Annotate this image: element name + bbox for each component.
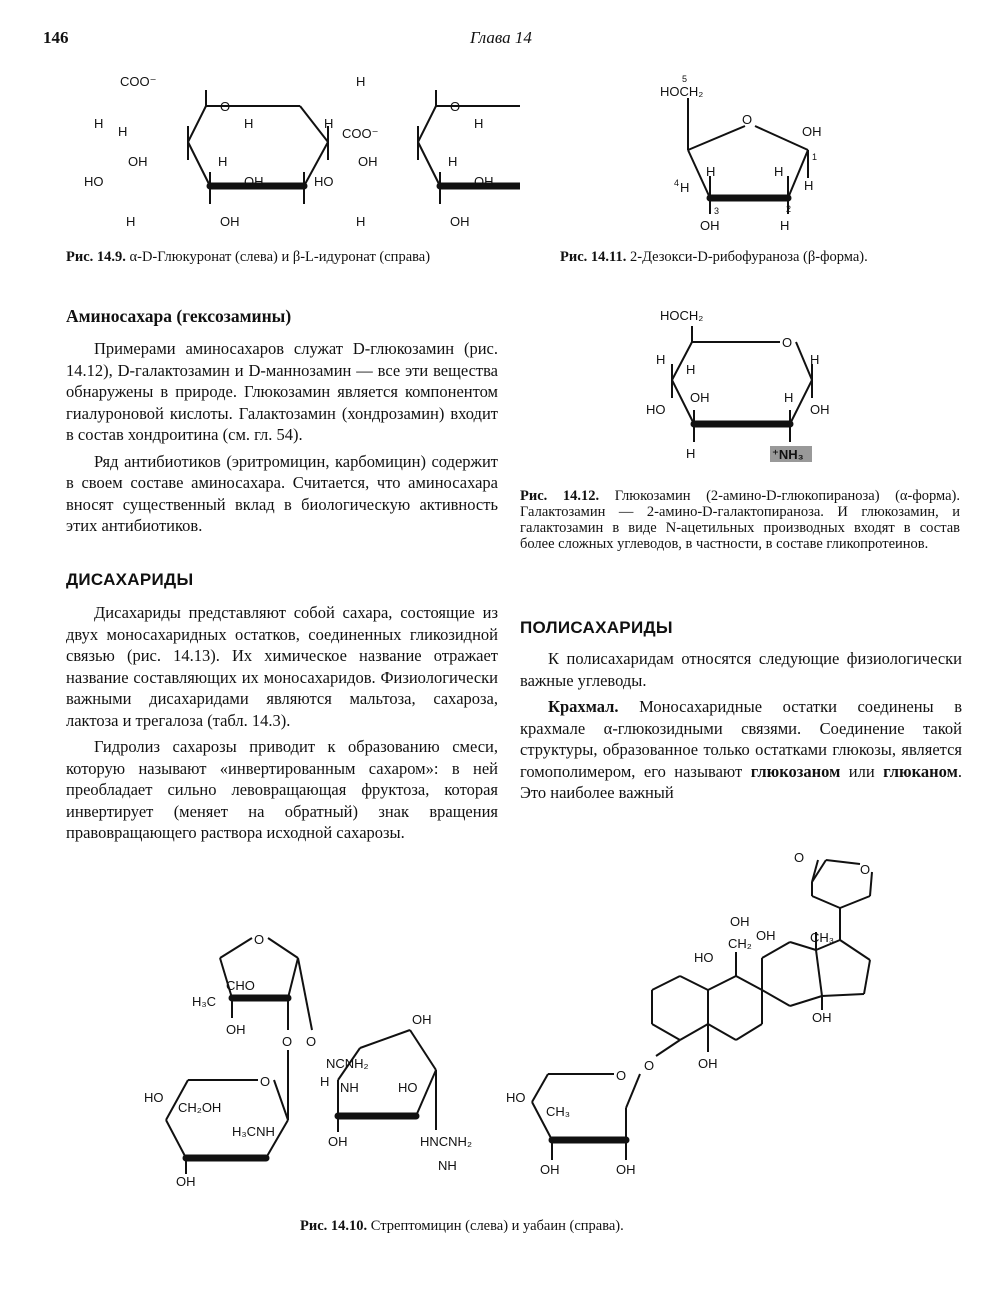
label: CH₃	[546, 1104, 571, 1119]
bond	[188, 142, 210, 186]
heading-aminosugars: Аминосахара (гексозамины)	[66, 306, 292, 326]
label: OH	[450, 214, 470, 229]
label: HNCNH₂	[420, 1134, 472, 1149]
bond	[708, 976, 736, 990]
label: ⁺NH₃	[772, 447, 804, 462]
figure-14-10-structures	[140, 840, 960, 1205]
bond	[708, 1024, 736, 1040]
label: HOCH₂	[660, 308, 704, 323]
label: O	[860, 862, 871, 877]
label: HO	[314, 174, 334, 189]
bond	[532, 1074, 548, 1102]
ouabain	[506, 850, 872, 1177]
heading-polysaccharides: ПОЛИСАХАРИДЫ	[520, 618, 673, 637]
label: H	[356, 214, 366, 229]
label: COO⁻	[342, 126, 379, 141]
label: H	[810, 352, 820, 367]
bond	[626, 1074, 640, 1108]
bond	[790, 996, 822, 1006]
streptomycin	[144, 932, 472, 1189]
paragraph: Гидролиз сахарозы приводит к образованию смеси, которую называют «инвертированным сахаром»: в ней преобладает сильно левовращающая фруктоза, которая инвертирует (меняет на обратный) знак вращения правовращающего раствора исходной сахарозы.	[66, 737, 498, 842]
bond	[736, 1024, 762, 1040]
chapter-title: Глава 14	[470, 28, 532, 47]
caption-text: α-D-Глюкуронат (слева) и β-L-идуронат (справа)	[129, 249, 431, 265]
caption-fig-14-12	[520, 488, 960, 552]
figure-14-12-structure	[640, 300, 860, 470]
label: H	[474, 116, 484, 131]
bond	[274, 1080, 288, 1120]
label: H₃CNH	[232, 1124, 275, 1139]
label: OH	[730, 914, 750, 929]
label: O	[782, 335, 793, 350]
page-number: 146	[43, 28, 69, 47]
label: H	[126, 214, 136, 229]
text: или	[840, 761, 884, 781]
label: H	[680, 180, 690, 195]
term-glucosan: глюкозаном	[750, 761, 841, 781]
label: OH	[756, 928, 776, 943]
disaccharides-body	[66, 602, 498, 844]
label: HO	[506, 1090, 526, 1105]
label: CH₂OH	[178, 1100, 222, 1115]
label: HO	[398, 1080, 418, 1095]
label: NH	[438, 1158, 457, 1173]
label: HO	[646, 402, 666, 417]
caption-fig-14-10	[300, 1218, 900, 1234]
bond	[656, 1040, 680, 1056]
text: . Это наиболее важный	[520, 761, 962, 802]
bond	[188, 106, 206, 142]
label: O	[282, 1034, 293, 1049]
caption-label: Рис. 14.9.	[66, 249, 126, 265]
caption-text: Стрептомицин (слева) и уабаин (справа).	[370, 1218, 624, 1234]
label: H	[780, 218, 790, 233]
label: O	[794, 850, 805, 865]
label: NCNH₂	[326, 1056, 369, 1071]
bond	[298, 958, 312, 1030]
label: H	[774, 164, 784, 179]
label: OH	[220, 214, 240, 229]
label: O	[450, 99, 461, 114]
label: H	[94, 116, 104, 131]
label: H	[686, 362, 696, 377]
caption-label: Рис. 14.10.	[300, 1218, 368, 1234]
label: 2	[786, 204, 792, 214]
caption-text: 2-Дезокси-D-рибофураноза (β-форма).	[629, 249, 868, 265]
bond	[220, 938, 252, 958]
bond	[822, 994, 864, 996]
label: O	[254, 932, 265, 947]
figure-14-11-structure	[640, 68, 860, 238]
label: OH	[616, 1162, 636, 1177]
label: OH	[812, 1010, 832, 1025]
caption-label: Рис. 14.11.	[560, 249, 627, 265]
caption-text: Глюкозамин (2-амино-D-глюкопираноза) (α-форма). Галактозамин — 2-амино-D-галактопираноза. И глюкозамин, и галактозамин в виде N-ацетильных производных входят в состав более сложных углеводов, в частности, в составе гликопротеинов.	[520, 488, 961, 552]
label: OH	[176, 1174, 196, 1189]
bond	[816, 950, 822, 996]
label: OH	[802, 124, 822, 139]
bond	[755, 126, 808, 150]
label: 1	[812, 152, 818, 162]
bond	[268, 938, 298, 958]
bond	[652, 976, 680, 990]
bond	[736, 976, 762, 990]
label: 3	[714, 206, 720, 216]
term-glucan: глюканом	[883, 761, 958, 781]
bond	[870, 872, 872, 896]
label: HOCH₂	[660, 84, 704, 99]
label: OH	[690, 390, 710, 405]
bond	[762, 942, 790, 958]
bond	[418, 106, 436, 142]
label: OH	[540, 1162, 560, 1177]
label: H	[804, 178, 814, 193]
polysaccharides-body	[520, 648, 962, 804]
label: HO	[694, 950, 714, 965]
bond	[826, 860, 860, 864]
bond	[166, 1120, 186, 1158]
label: OH	[328, 1134, 348, 1149]
paragraph: К полисахаридам относятся следующие физиологически важные углеводы.	[520, 649, 962, 690]
paragraph: Дисахариды представляют собой сахара, состоящие из двух моносахаридных остатков, соединенных гликозидной связью (рис. 14.13). Их химическое название отражает название составляющих их моносахаридов. Физиологически важными дисахаридами являются мальтоза, сахароза, лактоза и трегалоза (табл. 14.3).	[66, 603, 498, 730]
label: CH₃	[810, 930, 835, 945]
bond	[680, 1024, 708, 1040]
bond	[688, 126, 745, 150]
label: OH	[226, 1022, 246, 1037]
label: OH	[700, 218, 720, 233]
bond	[762, 990, 790, 1006]
label: OH	[810, 402, 830, 417]
label: H	[448, 154, 458, 169]
label: OH	[698, 1056, 718, 1071]
bond	[864, 960, 870, 994]
label: H	[218, 154, 228, 169]
label: COO⁻	[120, 74, 157, 89]
label: H	[244, 116, 254, 131]
label: H	[118, 124, 128, 139]
bond	[416, 1070, 436, 1116]
label: O	[260, 1074, 271, 1089]
label: O	[644, 1058, 655, 1073]
label: H	[324, 116, 334, 131]
bond	[288, 958, 298, 998]
bond	[652, 1024, 680, 1040]
paragraph	[520, 696, 962, 804]
label: 5	[682, 74, 688, 84]
bond	[418, 142, 440, 186]
term-starch: Крахмал.	[548, 697, 619, 716]
label: O	[306, 1034, 317, 1049]
label: O	[220, 99, 231, 114]
label: H	[706, 164, 716, 179]
bond	[680, 976, 708, 990]
label: H	[686, 446, 696, 461]
label: CHO	[226, 978, 255, 993]
label: O	[742, 112, 753, 127]
label: NH	[340, 1080, 359, 1095]
label: OH	[474, 174, 494, 189]
label: OH	[412, 1012, 432, 1027]
label: CH₂	[728, 936, 752, 951]
label: HO	[84, 174, 104, 189]
caption-fig-14-9	[66, 249, 516, 265]
label: H	[356, 74, 366, 89]
bond	[360, 1030, 410, 1048]
label: 4	[674, 178, 680, 188]
figure-14-9-structures	[80, 62, 520, 237]
bond	[840, 896, 870, 908]
paragraph: Примерами аминосахаров служат D-глюкозамин (рис. 14.12), D-галактозамин и D-маннозамин — все эти вещества обнаружены в природе. Глюкозамин является компонентом гиалуроновой кислоты. Галактозамин (хондрозамин) входит в состав хондроитина (см. гл. 54).	[66, 339, 498, 444]
bond	[840, 940, 870, 960]
bond	[812, 896, 840, 908]
label: HO	[144, 1090, 164, 1105]
aminosugars-body	[66, 338, 498, 537]
caption-label: Рис. 14.12.	[520, 488, 600, 504]
label: H	[784, 390, 794, 405]
label: H₃C	[192, 994, 217, 1009]
label: OH	[244, 174, 264, 189]
label: OH	[128, 154, 148, 169]
label: H	[320, 1074, 330, 1089]
paragraph: Ряд антибиотиков (эритромицин, карбомицин) содержит в своем составе аминосахара. Считается, что аминосахара вносят существенный вклад в биологическую активность этих антибиотиков.	[66, 451, 498, 535]
label: O	[616, 1068, 627, 1083]
bond	[410, 1030, 436, 1070]
caption-fig-14-11	[560, 249, 980, 265]
heading-disaccharides: ДИСАХАРИДЫ	[66, 570, 194, 589]
label: OH	[358, 154, 378, 169]
label: H	[656, 352, 666, 367]
text: Моносахаридные остатки соединены в крахмале α-глюкозидными связями. Соединение такой структуры, образованное только остатками глюкозы, является гомополимером, его называют	[520, 697, 962, 781]
